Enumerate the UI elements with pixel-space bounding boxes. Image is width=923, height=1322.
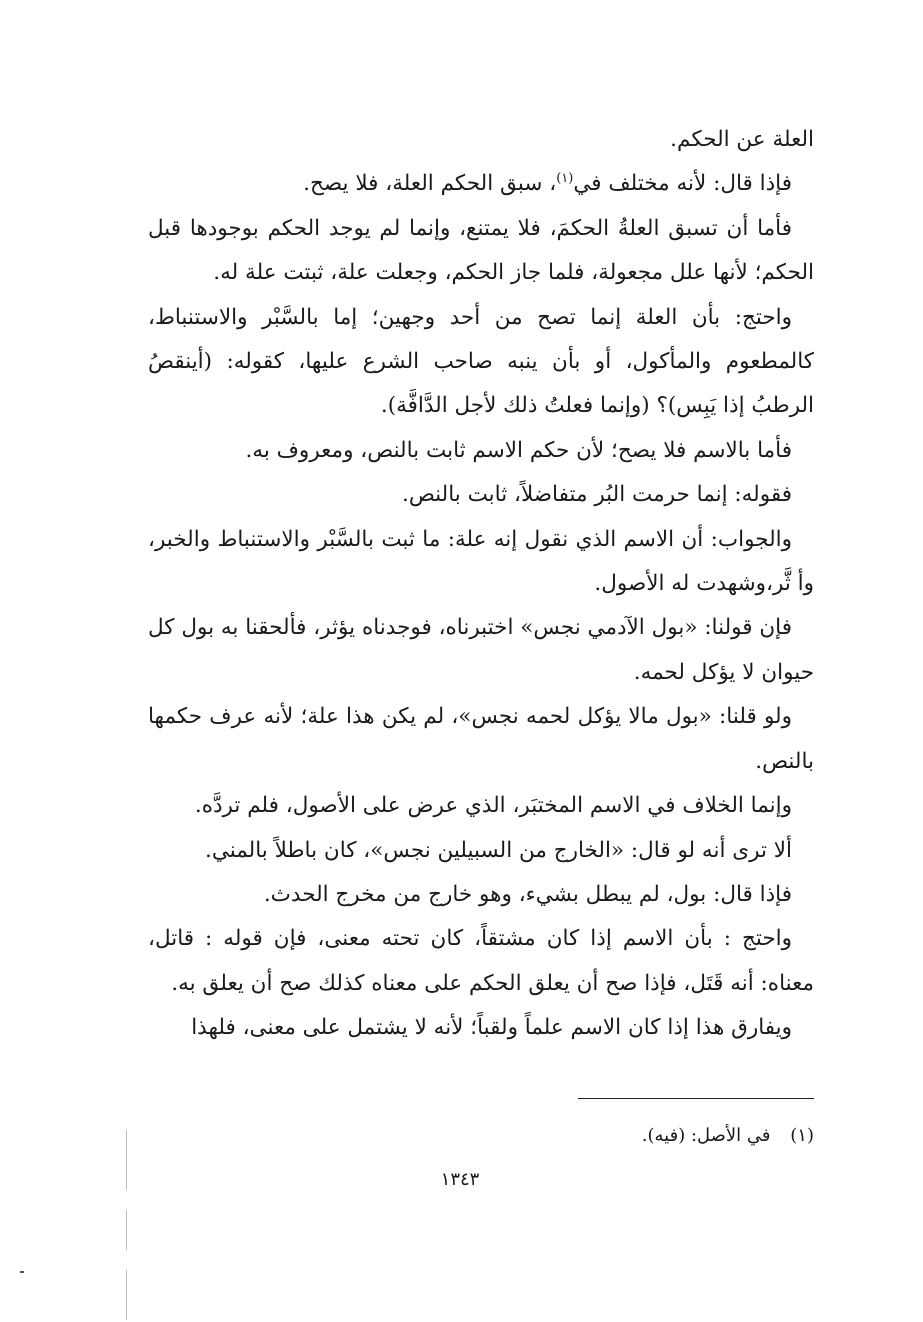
paragraph-10: وإنما الخلاف في الاسم المختبَر، الذي عرض على الأصول، فلم تردَّه. — [194, 793, 792, 819]
paragraph-2-part-b: ، سبق الحكم العلة، فلا يصح. — [303, 171, 557, 197]
page-number: ١٣٤٣ — [440, 1169, 480, 1190]
footnote-text: في الأصل: (فيه). — [641, 1125, 771, 1146]
paragraph-5: فأما بالاسم فلا يصح؛ لأن حكم الاسم ثابت بالنص، ومعروف به. — [245, 437, 792, 463]
paragraph-9: ولو قلنا: «بول مالا يؤكل لحمه نجس»، لم يكن هذا علة؛ لأنه عرف حكمها بالنص. — [148, 704, 814, 774]
paragraph-11: ألا ترى أنه لو قال: «الخارج من السبيلين نجس»، كان باطلاً بالمني. — [205, 837, 792, 863]
paragraph-12: فإذا قال: بول، لم يبطل بشيء، وهو خارج من مخرج الحدث. — [263, 881, 792, 907]
paragraph-13: واحتج : بأن الاسم إذا كان مشتقاً، كان تحته معنى، فإن قوله : قاتل، معناه: أنه قَتَل، فإذا صح أن يعلق الحكم على معناه كذلك صح أن يعلق به. — [148, 926, 814, 996]
paragraph-6: فقوله: إنما حرمت البُر متفاضلاً، ثابت بالنص. — [401, 482, 792, 508]
scan-dot — [20, 1271, 24, 1273]
paragraph-7: والجواب: أن الاسم الذي نقول إنه علة: ما ثبت بالسَّبْر والاستنباط والخبر، وأ ثَّر،وشهدت له الأصول. — [148, 526, 814, 597]
paragraph-4: واحتج: بأن العلة إنما تصح من أحد وجهين؛ إما بالسَّبْر والاستنباط، كالمطعوم والمأكول، أو بأن ينبه صاحب الشرع عليها، كقوله: (أينقصُ الرطبُ إذا يَبِس)؟ (وإنما فعلتُ ذلك لأجل الدَّافَّة). — [148, 304, 814, 419]
paragraph-2 — [148, 162, 814, 206]
main-text — [148, 118, 814, 1051]
footnote — [440, 1118, 814, 1154]
paragraph-1: العلة عن الحكم. — [670, 127, 814, 152]
footnote-number: (١) — [790, 1125, 814, 1146]
paragraph-2-part-a: فإذا قال: لأنه مختلف في — [573, 171, 792, 197]
footnote-separator — [578, 1098, 814, 1099]
footnote-reference[interactable]: (١) — [556, 171, 574, 187]
scan-edge-marks — [126, 1130, 130, 1320]
paragraph-14: ويفارق هذا إذا كان الاسم علماً ولقباً؛ لأنه لا يشتمل على معنى، فلهذا — [191, 1015, 792, 1041]
paragraph-8: فإن قولنا: «بول الآدمي نجس» اختبرناه، فوجدناه يؤثر، فألحقنا به بول كل حيوان لا يؤكل لحمه. — [148, 615, 814, 685]
paragraph-3: فأما أن تسبق العلةُ الحكمَ، فلا يمتنع، وإنما لم يوجد الحكم بوجودها قبل الحكم؛ لأنها علل مجعولة، فلما جاز الحكم، وجعلت علة، ثبتت علة له. — [148, 215, 814, 286]
